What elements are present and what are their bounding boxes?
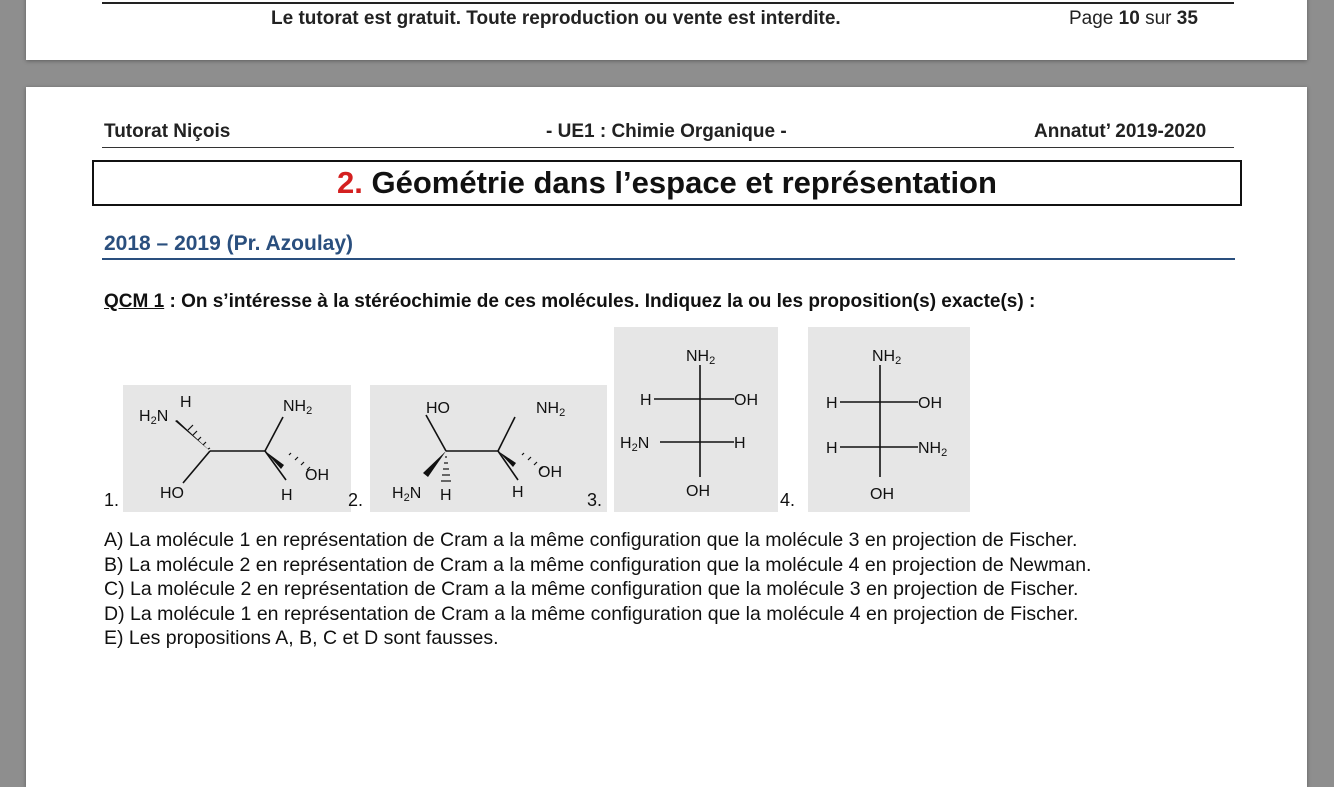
molecule-3-figure xyxy=(614,327,778,512)
proposition-b: B) La molécule 2 en représentation de Cram a la même configuration que la molécule 4 en projection de Newman. xyxy=(104,553,1092,576)
molecule-4-number: 4. xyxy=(780,490,796,510)
header-rule xyxy=(102,147,1234,148)
svg-text:H: H xyxy=(640,392,652,409)
svg-text:H2N: H2N xyxy=(392,485,422,504)
current-page xyxy=(26,87,1307,787)
proposition-a: A) La molécule 1 en représentation de Cram a la même configuration que la molécule 3 en projection de Fischer. xyxy=(104,529,1078,551)
molecule-2-number: 2. xyxy=(348,490,364,510)
section-rule xyxy=(102,258,1235,260)
propositions-list xyxy=(104,528,1091,651)
svg-text:HO: HO xyxy=(160,485,184,502)
page-number: Page 10 sur 35 xyxy=(1069,8,1198,29)
svg-text:OH: OH xyxy=(918,395,942,412)
footer-notice: Le tutorat est gratuit. Toute reproduction ou vente est interdite. xyxy=(271,8,841,29)
svg-text:OH: OH xyxy=(870,486,894,503)
svg-text:H: H xyxy=(826,440,838,457)
svg-text:H: H xyxy=(180,394,192,411)
header-center: - UE1 : Chimie Organique - xyxy=(546,121,787,142)
question-label: QCM 1 xyxy=(104,291,165,312)
svg-text:H: H xyxy=(826,395,838,412)
molecule-4-fischer xyxy=(808,327,970,512)
svg-text:H: H xyxy=(440,487,452,504)
svg-text:NH2: NH2 xyxy=(686,348,716,367)
molecule-4-figure xyxy=(808,327,970,512)
question-heading xyxy=(104,291,1035,313)
proposition-e: E) Les propositions A, B, C et D sont fausses. xyxy=(104,627,499,649)
molecule-2-cram xyxy=(370,385,607,512)
molecule-1-figure xyxy=(123,385,351,512)
svg-text:NH2: NH2 xyxy=(872,348,902,367)
svg-text:NH2: NH2 xyxy=(283,398,313,417)
chapter-title xyxy=(92,160,1242,206)
svg-text:H2N: H2N xyxy=(139,408,169,427)
svg-text:OH: OH xyxy=(734,392,758,409)
molecule-3-fischer xyxy=(614,327,778,512)
svg-text:OH: OH xyxy=(538,464,562,481)
svg-text:OH: OH xyxy=(305,467,329,484)
molecule-1-cram xyxy=(123,385,351,512)
svg-text:H: H xyxy=(734,435,746,452)
footer-rule xyxy=(102,2,1234,4)
molecule-1-number: 1. xyxy=(104,490,120,510)
svg-text:HO: HO xyxy=(426,400,450,417)
header-left: Tutorat Niçois xyxy=(104,121,231,142)
section-heading: 2018 – 2019 (Pr. Azoulay) xyxy=(104,232,354,255)
svg-text:H2N: H2N xyxy=(620,435,650,454)
molecule-3-number: 3. xyxy=(587,490,603,510)
previous-page xyxy=(26,0,1307,60)
svg-text:H: H xyxy=(281,487,293,504)
svg-text:NH2: NH2 xyxy=(536,400,566,419)
header-right: Annatut’ 2019-2020 xyxy=(1034,121,1207,142)
chapter-number: 2. xyxy=(337,165,363,200)
chapter-title-text: Géométrie dans l’espace et représentation xyxy=(362,165,997,200)
proposition-c: C) La molécule 2 en représentation de Cram a la même configuration que la molécule 3 en projection de Fischer. xyxy=(104,578,1079,600)
svg-text:NH2: NH2 xyxy=(918,440,948,459)
proposition-d: D) La molécule 1 en représentation de Cram a la même configuration que la molécule 4 en projection de Fischer. xyxy=(104,602,1079,625)
question-text: : On s’intéresse à la stéréochimie de ces molécules. Indiquez la ou les proposition(s) exacte(s) : xyxy=(164,291,1036,312)
molecule-2-figure xyxy=(370,385,607,512)
svg-text:H: H xyxy=(512,484,524,501)
svg-text:OH: OH xyxy=(686,483,710,500)
